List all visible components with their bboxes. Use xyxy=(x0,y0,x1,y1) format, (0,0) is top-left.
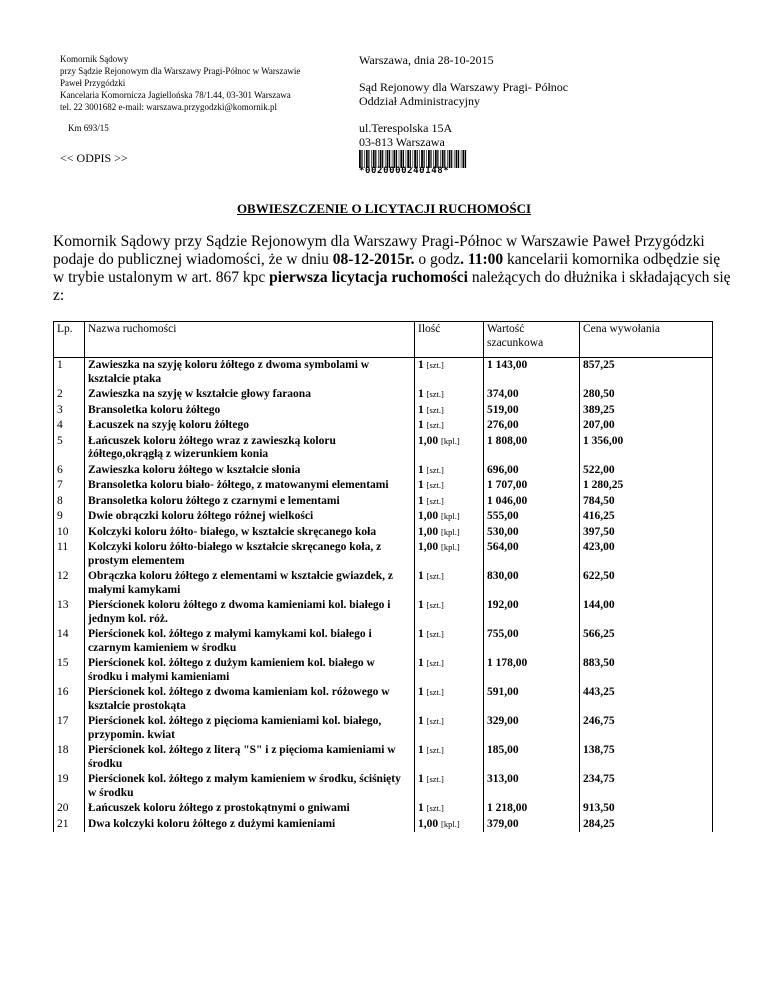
table-row xyxy=(54,509,713,525)
row-lp: 18 xyxy=(54,743,85,772)
header-lp: Lp. xyxy=(54,322,85,358)
row-estimated-value: 374,00 xyxy=(484,387,580,403)
row-item-name: Zawieszka na szyję w kształcie głowy faraona xyxy=(85,387,415,403)
row-quantity-value: 1 xyxy=(418,657,424,669)
row-quantity-value: 1,00 xyxy=(418,525,439,538)
row-quantity xyxy=(415,569,484,598)
row-quantity xyxy=(415,434,484,463)
row-quantity xyxy=(415,463,484,479)
table-row xyxy=(54,525,713,541)
row-estimated-value: 696,00 xyxy=(484,463,580,479)
row-quantity xyxy=(415,743,484,772)
header-name: Nazwa ruchomości xyxy=(85,322,415,358)
barcode-bar xyxy=(461,150,462,168)
table-row xyxy=(54,656,713,685)
row-quantity-value: 1 xyxy=(418,599,424,611)
table-row xyxy=(54,817,713,833)
row-lp: 3 xyxy=(54,403,85,419)
row-unit: [kpl.] xyxy=(441,511,460,521)
table-row xyxy=(54,387,713,403)
row-unit: [szt.] xyxy=(426,658,444,668)
row-quantity-value: 1,00 xyxy=(418,541,439,553)
row-estimated-value: 192,00 xyxy=(484,598,580,627)
table-row xyxy=(54,801,713,817)
row-item-name: Dwa kolczyki koloru żółtego z dużymi kamieniami xyxy=(85,817,415,833)
table-row xyxy=(54,434,713,463)
row-estimated-value: 591,00 xyxy=(484,685,580,714)
table-row xyxy=(54,403,713,419)
barcode-bar xyxy=(463,150,465,168)
row-item-name: Łańcuszek koloru żółtego wraz z zawieszką koloru żółtego,okrągłą z wizerunkiem konia xyxy=(85,434,415,463)
row-quantity-value: 1 xyxy=(418,744,424,756)
row-lp: 12 xyxy=(54,569,85,598)
row-lp: 10 xyxy=(54,525,85,541)
row-starting-price: 1 356,00 xyxy=(580,434,713,463)
row-quantity-value: 1 xyxy=(418,359,424,371)
row-estimated-value: 1 178,00 xyxy=(484,656,580,685)
table-row xyxy=(54,418,713,434)
row-lp: 13 xyxy=(54,598,85,627)
row-quantity-value: 1 xyxy=(418,802,424,814)
table-row xyxy=(54,685,713,714)
row-estimated-value: 313,00 xyxy=(484,772,580,801)
row-starting-price: 280,50 xyxy=(580,387,713,403)
page-title: OBWIESZCZENIE O LICYTACJI RUCHOMOŚCI xyxy=(236,201,532,216)
row-item-name: Kolczyki koloru żółto- białego, w kształcie skręcanego koła xyxy=(85,525,415,541)
row-quantity xyxy=(415,714,484,743)
copy-label: << ODPIS >> xyxy=(60,151,128,165)
sender-address: Kancelaria Komornicza Jagiellońska 78/1.44, 03-301 Warszawa xyxy=(60,90,291,100)
row-item-name: Pierścionek kol. żółtego z pięcioma kamieniami kol. białego, przypomin. kwiat xyxy=(85,714,415,743)
row-quantity-value: 1,00 xyxy=(418,510,439,522)
row-item-name: Pierścionek kol. żółtego z dwoma kamieniam kol. różowego w kształcie prostokąta xyxy=(85,685,415,714)
row-item-name: Zawieszka koloru żółtego w kształcie słonia xyxy=(85,463,415,479)
row-quantity xyxy=(415,772,484,801)
row-estimated-value: 519,00 xyxy=(484,403,580,419)
intro-text: należących do dłużnika i składających się z: xyxy=(53,269,731,304)
header-price: Cena wywołania xyxy=(580,322,713,358)
row-lp: 5 xyxy=(54,434,85,463)
row-unit: [kpl.] xyxy=(441,542,460,552)
row-starting-price: 857,25 xyxy=(580,358,713,388)
row-quantity-value: 1 xyxy=(418,388,424,400)
row-estimated-value: 830,00 xyxy=(484,569,580,598)
sender-line: Paweł Przygódzki xyxy=(60,78,126,88)
recipient-court: Sąd Rejonowy dla Warszawy Pragi- Północ xyxy=(359,80,569,94)
row-estimated-value: 755,00 xyxy=(484,627,580,656)
row-starting-price: 284,25 xyxy=(580,817,713,833)
row-lp: 6 xyxy=(54,463,85,479)
row-quantity xyxy=(415,656,484,685)
table-row xyxy=(54,569,713,598)
row-item-name: Łacuszek na szyję koloru żółtego xyxy=(85,418,415,434)
row-unit: [szt.] xyxy=(426,389,444,399)
row-item-name: Pierścionek kol. żółtego z literą "S" i z pięcioma kamieniami w środku xyxy=(85,743,415,772)
row-starting-price: 207,00 xyxy=(580,418,713,434)
row-estimated-value: 1 808,00 xyxy=(484,434,580,463)
row-quantity-value: 1 xyxy=(418,463,424,476)
row-unit: [kpl.] xyxy=(441,526,460,537)
sender-block xyxy=(60,53,345,113)
row-estimated-value: 530,00 xyxy=(484,525,580,541)
row-starting-price: 423,00 xyxy=(580,540,713,569)
row-starting-price: 566,25 xyxy=(580,627,713,656)
row-estimated-value: 276,00 xyxy=(484,418,580,434)
row-item-name: Dwie obrączki koloru żółtego różnej wielkości xyxy=(85,509,415,525)
row-starting-price: 522,00 xyxy=(580,463,713,479)
row-quantity xyxy=(415,598,484,627)
auction-type: pierwsza licytacja ruchomości xyxy=(269,269,468,286)
row-lp: 20 xyxy=(54,801,85,817)
table-row xyxy=(54,463,713,479)
row-unit: [szt.] xyxy=(426,464,444,475)
row-starting-price: 389,25 xyxy=(580,403,713,419)
table-row xyxy=(54,478,713,494)
row-starting-price: 913,50 xyxy=(580,801,713,817)
items-table xyxy=(53,321,713,832)
table-row xyxy=(54,598,713,627)
sender-contact: tel. 22 3001682 e-mail: warszawa.przygodzki@komornik.pl xyxy=(60,102,277,112)
row-estimated-value: 379,00 xyxy=(484,817,580,833)
sender-line: przy Sądzie Rejonowym dla Warszawy Pragi-Północ w Warszawie xyxy=(60,66,301,76)
row-item-name: Bransoletka koloru żółtego z czarnymi e lementami xyxy=(85,494,415,510)
row-quantity xyxy=(415,801,484,817)
row-item-name: Bransoletka koloru biało- żółtego, z matowanymi elementami xyxy=(85,478,415,494)
row-lp: 9 xyxy=(54,509,85,525)
row-lp: 11 xyxy=(54,540,85,569)
row-starting-price: 138,75 xyxy=(580,743,713,772)
recipient-department: Oddział Administracyjny xyxy=(359,94,480,108)
row-quantity xyxy=(415,403,484,419)
row-item-name: Obrączka koloru żółtego z elementami w kształcie gwiazdek, z małymi kamykami xyxy=(85,569,415,598)
barcode-bar xyxy=(451,150,452,168)
barcode-number: *0020000240148* xyxy=(359,166,450,176)
table-row xyxy=(54,358,713,388)
row-unit: [kpl.] xyxy=(441,435,460,446)
document-date: Warszawa, dnia 28-10-2015 xyxy=(359,53,494,67)
row-starting-price: 622,50 xyxy=(580,569,713,598)
barcode-bar xyxy=(456,150,458,168)
row-estimated-value: 1 218,00 xyxy=(484,801,580,817)
row-lp: 1 xyxy=(54,358,85,388)
row-unit: [szt.] xyxy=(426,480,444,490)
row-estimated-value: 185,00 xyxy=(484,743,580,772)
row-unit: [szt.] xyxy=(426,420,444,430)
recipient-street: ul.Terespolska 15A xyxy=(359,121,453,135)
auction-date: 08-12-2015r. xyxy=(332,251,415,268)
row-unit: [szt.] xyxy=(426,803,444,813)
row-estimated-value: 1 046,00 xyxy=(484,494,580,510)
row-quantity xyxy=(415,540,484,569)
row-quantity xyxy=(415,494,484,510)
row-unit: [szt.] xyxy=(426,600,444,610)
barcode-bar xyxy=(458,150,459,168)
row-quantity-value: 1 xyxy=(418,403,424,416)
intro-paragraph xyxy=(53,233,733,305)
row-estimated-value: 1 143,00 xyxy=(484,358,580,388)
intro-text: kancelarii komornika odbędzie się w trybie ustalonym w art. 867 kpc xyxy=(53,251,721,286)
row-unit: [szt.] xyxy=(426,404,444,415)
row-quantity xyxy=(415,358,484,388)
row-lp: 8 xyxy=(54,494,85,510)
row-unit: [szt.] xyxy=(426,687,444,697)
row-starting-price: 397,50 xyxy=(580,525,713,541)
row-quantity xyxy=(415,478,484,494)
intro-text: . xyxy=(460,251,468,268)
row-lp: 16 xyxy=(54,685,85,714)
row-unit: [szt.] xyxy=(426,360,444,370)
row-quantity-value: 1,00 xyxy=(418,434,439,447)
row-starting-price: 784,50 xyxy=(580,494,713,510)
row-quantity xyxy=(415,418,484,434)
row-quantity-value: 1 xyxy=(418,494,424,507)
row-quantity-value: 1 xyxy=(418,419,424,431)
row-item-name: Pierścionek kol. żółtego z dużym kamieniem kol. białego w środku i małymi kamieniami xyxy=(85,656,415,685)
header-qty: Ilość xyxy=(415,322,484,358)
table-row xyxy=(54,743,713,772)
row-starting-price: 443,25 xyxy=(580,685,713,714)
row-starting-price: 144,00 xyxy=(580,598,713,627)
row-lp: 4 xyxy=(54,418,85,434)
row-quantity xyxy=(415,509,484,525)
row-item-name: Pierścionek kol. żółtego z małym kamieniem w środku, ściśnięty w środku xyxy=(85,772,415,801)
row-lp: 15 xyxy=(54,656,85,685)
row-starting-price: 416,25 xyxy=(580,509,713,525)
row-quantity-value: 1 xyxy=(418,715,424,727)
row-quantity xyxy=(415,817,484,833)
row-starting-price: 246,75 xyxy=(580,714,713,743)
row-quantity xyxy=(415,387,484,403)
row-item-name: Zawieszka na szyję koloru żółtego z dwoma symbolami w kształcie ptaka xyxy=(85,358,415,388)
row-estimated-value: 564,00 xyxy=(484,540,580,569)
row-starting-price: 1 280,25 xyxy=(580,478,713,494)
row-lp: 17 xyxy=(54,714,85,743)
row-unit: [kpl.] xyxy=(441,818,460,829)
row-quantity-value: 1 xyxy=(418,570,424,582)
row-lp: 19 xyxy=(54,772,85,801)
row-item-name: Pierścionek kol. żółtego z małymi kamykami kol. białego i czarnym kamieniem w środku xyxy=(85,627,415,656)
row-quantity xyxy=(415,525,484,541)
auction-time: 11:00 xyxy=(467,251,504,268)
header-value: Wartość szacunkowa xyxy=(484,322,580,358)
row-lp: 2 xyxy=(54,387,85,403)
barcode-bar xyxy=(454,150,455,168)
row-lp: 7 xyxy=(54,478,85,494)
table-row xyxy=(54,772,713,801)
row-estimated-value: 555,00 xyxy=(484,509,580,525)
row-unit: [szt.] xyxy=(426,716,444,726)
row-unit: [szt.] xyxy=(426,495,444,506)
table-row xyxy=(54,714,713,743)
row-estimated-value: 1 707,00 xyxy=(484,478,580,494)
barcode-bar xyxy=(465,150,466,168)
table-row xyxy=(54,540,713,569)
row-quantity xyxy=(415,685,484,714)
row-unit: [szt.] xyxy=(426,774,444,784)
intro-text: Komornik Sądowy przy Sądzie Rejonowym dla Warszawy Pragi-Północ w Warszawie Paweł Przygódzki podaje do publicznej wiadomości, że w dniu xyxy=(53,233,705,268)
row-starting-price: 883,50 xyxy=(580,656,713,685)
row-lp: 21 xyxy=(54,817,85,833)
row-item-name: Pierścionek koloru żółtego z dwoma kamieniami kol. białego i jednym kol. róż. xyxy=(85,598,415,627)
intro-text: o godz xyxy=(414,251,461,268)
table-row xyxy=(54,627,713,656)
row-quantity-value: 1 xyxy=(418,628,424,640)
row-item-name: Kolczyki koloru żółto-białego w kształcie skręcanego koła, z prostym elementem xyxy=(85,540,415,569)
row-item-name: Bransoletka koloru żółtego xyxy=(85,403,415,419)
row-starting-price: 234,75 xyxy=(580,772,713,801)
row-quantity-value: 1 xyxy=(418,479,424,491)
case-number: Km 693/15 xyxy=(68,123,109,133)
recipient-block xyxy=(359,53,689,149)
row-unit: [szt.] xyxy=(426,629,444,639)
row-quantity-value: 1 xyxy=(418,686,424,698)
row-quantity xyxy=(415,627,484,656)
table-row xyxy=(54,494,713,510)
row-estimated-value: 329,00 xyxy=(484,714,580,743)
table-header-row xyxy=(54,322,713,358)
sender-line: Komornik Sądowy xyxy=(60,54,129,64)
row-quantity-value: 1,00 xyxy=(418,817,439,830)
row-unit: [szt.] xyxy=(426,571,444,581)
row-lp: 14 xyxy=(54,627,85,656)
row-item-name: Łańcuszek koloru żółtego z prostokątnymi o gniwami xyxy=(85,801,415,817)
recipient-city: 03-813 Warszawa xyxy=(359,135,445,149)
row-unit: [szt.] xyxy=(426,745,444,755)
row-quantity-value: 1 xyxy=(418,773,424,785)
